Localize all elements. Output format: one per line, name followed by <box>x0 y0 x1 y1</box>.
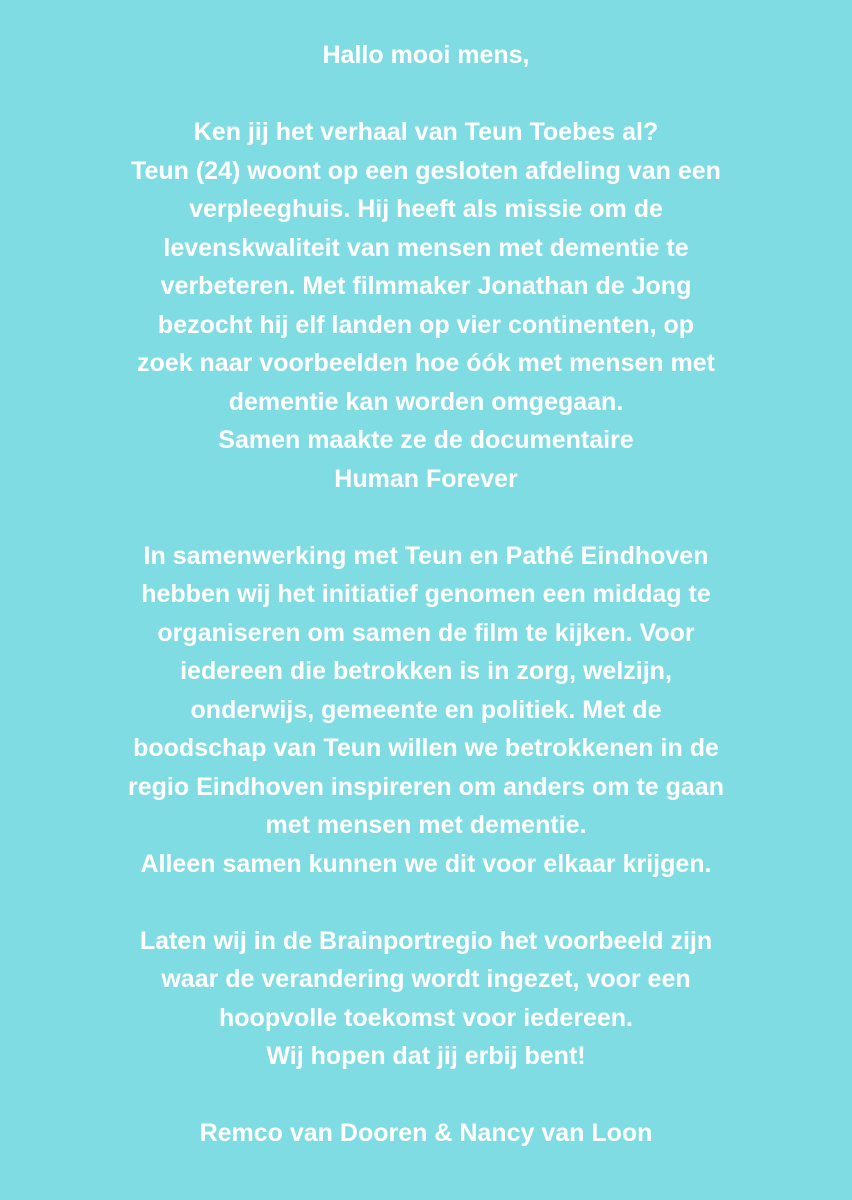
text-line: waar de verandering wordt ingezet, voor een <box>161 965 691 993</box>
signature-line: Remco van Dooren & Nancy van Loon <box>199 1119 653 1147</box>
text-line: zoek naar voorbeelden hoe óók met mensen met <box>137 349 715 377</box>
text-line: onderwijs, gemeente en politiek. Met de <box>190 695 662 724</box>
text-line: bezocht hij elf landen op vier continenten, op <box>157 310 695 339</box>
text-line: met mensen met dementie. <box>265 811 587 839</box>
text-line: verpleeghuis. Hij heeft als missie om de <box>189 195 663 223</box>
text-line: Ken jij het verhaal van Teun Toebes al? <box>193 118 659 146</box>
text-line: Alleen samen kunnen we dit voor elkaar krijgen. <box>140 849 712 878</box>
text-line: Hallo mooi mens, <box>322 41 530 69</box>
text-line: levenskwaliteit van mensen met dementie te <box>163 233 689 262</box>
text-line: In samenwerking met Teun en Pathé Eindhoven <box>143 541 709 570</box>
text-line: regio Eindhoven inspireren om anders om te gaan <box>128 772 724 801</box>
blank-line <box>0 883 852 922</box>
text-line: Samen maakte ze de documentaire <box>218 426 634 454</box>
text-line: boodschap van Teun willen we betrokkenen in de <box>133 734 719 762</box>
blank-line <box>0 498 852 537</box>
text-line: organiseren om samen de film te kijken. Voor <box>157 618 695 647</box>
text-line: hoopvolle toekomst voor iedereen. <box>219 1003 633 1032</box>
text-line: Teun (24) woont op een gesloten afdeling van een <box>131 156 721 185</box>
text-line: dementie kan worden omgegaan. <box>228 387 624 416</box>
text-line: hebben wij het initiatief genomen een middag te <box>141 580 711 608</box>
text-line: verbeteren. Met filmmaker Jonathan de Jong <box>160 272 692 300</box>
text-line: Wij hopen dat jij erbij bent! <box>266 1042 586 1070</box>
text-line: Laten wij in de Brainportregio het voorbeeld zijn <box>139 926 713 955</box>
text-line: Human Forever <box>334 464 518 493</box>
blank-line <box>0 1076 852 1115</box>
letter-body <box>0 36 852 1153</box>
blank-line <box>0 75 852 114</box>
text-line: iedereen die betrokken is in zorg, welzijn, <box>180 657 672 685</box>
